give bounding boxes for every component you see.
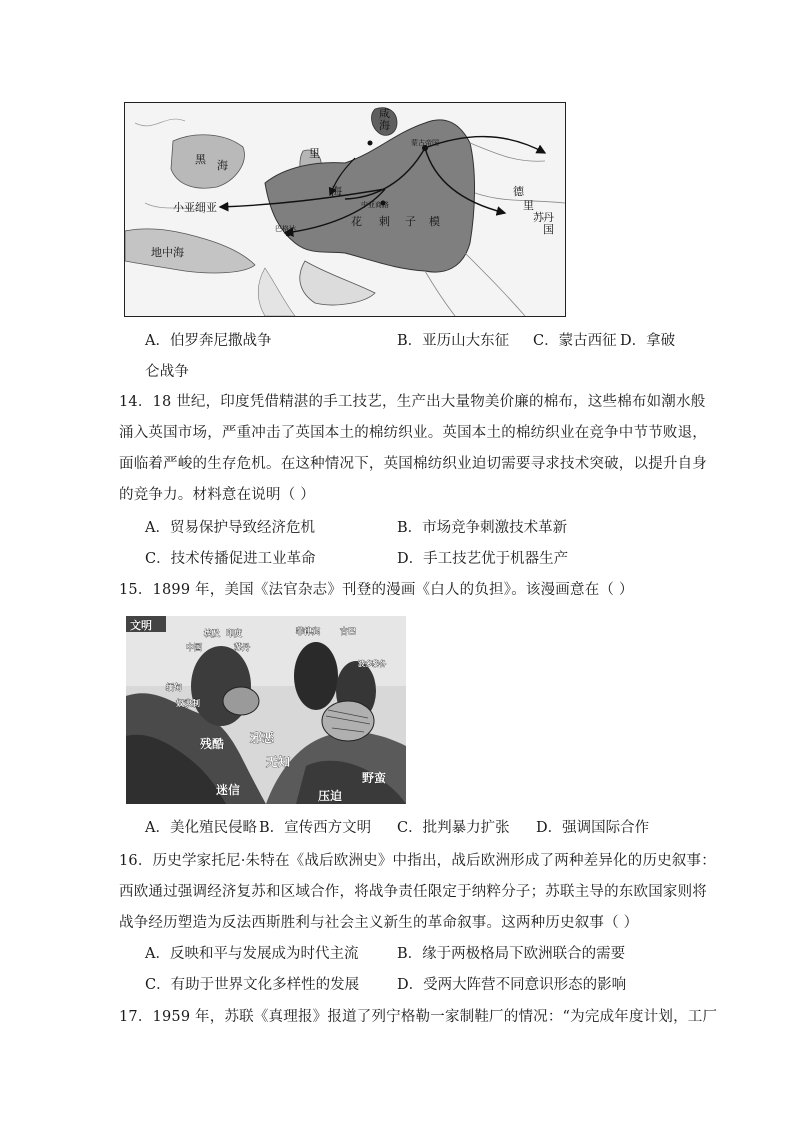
cartoon-label-civilization: 文明 xyxy=(130,619,152,632)
map-svg xyxy=(125,103,565,316)
map-label-hai: 海 xyxy=(331,185,342,198)
map-label-dan: 丹 xyxy=(543,211,554,224)
q17-stem-line-1: 17．1959 年，苏联《真理报》报道了列宁格勒一家制鞋厂的情况：“为完成年度计划，工厂 xyxy=(119,1009,718,1025)
q16-stem-line-3: 战争经历塑造为反法西斯胜利与社会主义新生的革命叙事。这两种历史叙事（ ） xyxy=(119,915,639,931)
cartoon-label-8: 缅甸 xyxy=(166,683,182,692)
cartoon-label-evil: 邪恶 xyxy=(250,731,275,745)
q13-option-d[interactable]: D．拿破 xyxy=(620,333,676,349)
cartoon-label-savagery: 野蛮 xyxy=(362,771,387,785)
map-label-sea: 海 xyxy=(217,159,228,172)
map-label-mo: 模 xyxy=(429,215,440,228)
map-label-de: 德 xyxy=(513,185,524,198)
q15-stem: 15．1899 年，美国《法官杂志》刊登的漫画《白人的负担》。该漫画意在（ ） xyxy=(119,582,634,598)
q14-option-d[interactable]: D．手工技艺优于机器生产 xyxy=(397,551,569,567)
map-label-aral-hai: 海 xyxy=(379,119,390,132)
map-small-label-3: 巴格达 xyxy=(275,225,296,233)
cartoon-label-superstition: 迷信 xyxy=(216,783,241,797)
q13-option-d-continuation: 仑战争 xyxy=(145,364,190,380)
cartoon-label-9: 奴隶制 xyxy=(176,699,200,708)
q15-option-b[interactable]: B．宣传西方文明 xyxy=(259,820,372,836)
q15-option-a[interactable]: A．美化殖民侵略 xyxy=(145,820,257,836)
q16-option-c[interactable]: C．有助于世界文化多样性的发展 xyxy=(145,977,360,993)
map-label-li2: 里 xyxy=(523,199,534,212)
cartoon-label-ignorance: 无知 xyxy=(266,755,291,769)
q16-stem-line-1: 16．历史学家托尼·朱特在《战后欧洲史》中指出，战后欧洲形成了两种差异化的历史叙事： xyxy=(119,853,716,869)
map-label-mediterranean: 地中海 xyxy=(151,246,184,259)
q13-option-b[interactable]: B．亚历山大东征 xyxy=(397,333,510,349)
map-small-label-1: 蒙古帝国 xyxy=(411,139,439,147)
cartoon-label-1: 埃及 xyxy=(204,629,220,638)
q15-option-d[interactable]: D．强调国际合作 xyxy=(536,820,650,836)
q14-option-a[interactable]: A．贸易保护导致经济危机 xyxy=(145,520,315,536)
map-label-zi: 子 xyxy=(405,215,416,228)
q14-stem-line-2: 涌入英国市场，严重冲击了英国本土的棉纺织业。英国本土的棉纺织业在竞争中节节败退， xyxy=(119,425,707,441)
cartoon-label-2: 印度 xyxy=(226,629,242,638)
cartoon-label-oppression: 压迫 xyxy=(318,789,343,803)
q16-option-a[interactable]: A．反映和平与发展成为时代主流 xyxy=(145,946,359,962)
q14-stem-line-1: 14．18 世纪，印度凭借精湛的手工技艺，生产出大量物美价廉的棉布，这些棉布如潮水般 xyxy=(119,394,706,410)
q14-option-c[interactable]: C．技术传播促进工业革命 xyxy=(145,551,316,567)
cartoon-svg xyxy=(126,616,406,804)
historical-map xyxy=(124,102,566,317)
cartoon-label-7: 苏丹 xyxy=(234,643,250,652)
cartoon-image xyxy=(126,616,406,804)
map-label-xian: 咸 xyxy=(379,107,390,120)
map-label-asia-minor: 小亚细亚 xyxy=(173,201,217,214)
q16-option-b[interactable]: B．缘于两极格局下欧洲联合的需要 xyxy=(397,946,626,962)
q16-option-d[interactable]: D．受两大阵营不同意识形态的影响 xyxy=(397,977,627,993)
q13-option-a[interactable]: A．伯罗奔尼撒战争 xyxy=(145,333,272,349)
map-label-la: 剌 xyxy=(379,215,390,228)
map-label-guo: 国 xyxy=(543,223,554,236)
q14-stem-line-3: 面临着严峻的生存危机。在这种情况下，英国棉纺织业迫切需要寻求技术突破，以提升自身 xyxy=(119,456,707,472)
q14-stem-line-4: 的竞争力。材料意在说明（ ） xyxy=(119,487,315,503)
q14-option-b[interactable]: B．市场竞争刺激技术革新 xyxy=(397,520,568,536)
map-label-hua: 花 xyxy=(351,215,362,228)
map-label-black: 黑 xyxy=(195,153,206,166)
cartoon-label-barbarism: 残酷 xyxy=(200,737,225,751)
q16-stem-line-2: 西欧通过强调经济复苏和区域合作，将战争责任限定于纳粹分子；苏联主导的东欧国家则将 xyxy=(119,884,707,900)
q13-option-c[interactable]: C．蒙古西征 xyxy=(533,333,617,349)
q15-option-c[interactable]: C．批判暴力扩张 xyxy=(397,820,510,836)
cartoon-label-6: 波多黎各 xyxy=(358,660,386,668)
cartoon-label-3: 中国 xyxy=(186,643,202,652)
map-small-label-2: 中亚商路 xyxy=(361,201,389,209)
map-label-li: 里 xyxy=(309,147,320,160)
cartoon-label-5: 古巴 xyxy=(340,627,356,636)
map-label-su: 苏 xyxy=(533,211,544,224)
cartoon-label-4: 菲律宾 xyxy=(296,627,320,636)
